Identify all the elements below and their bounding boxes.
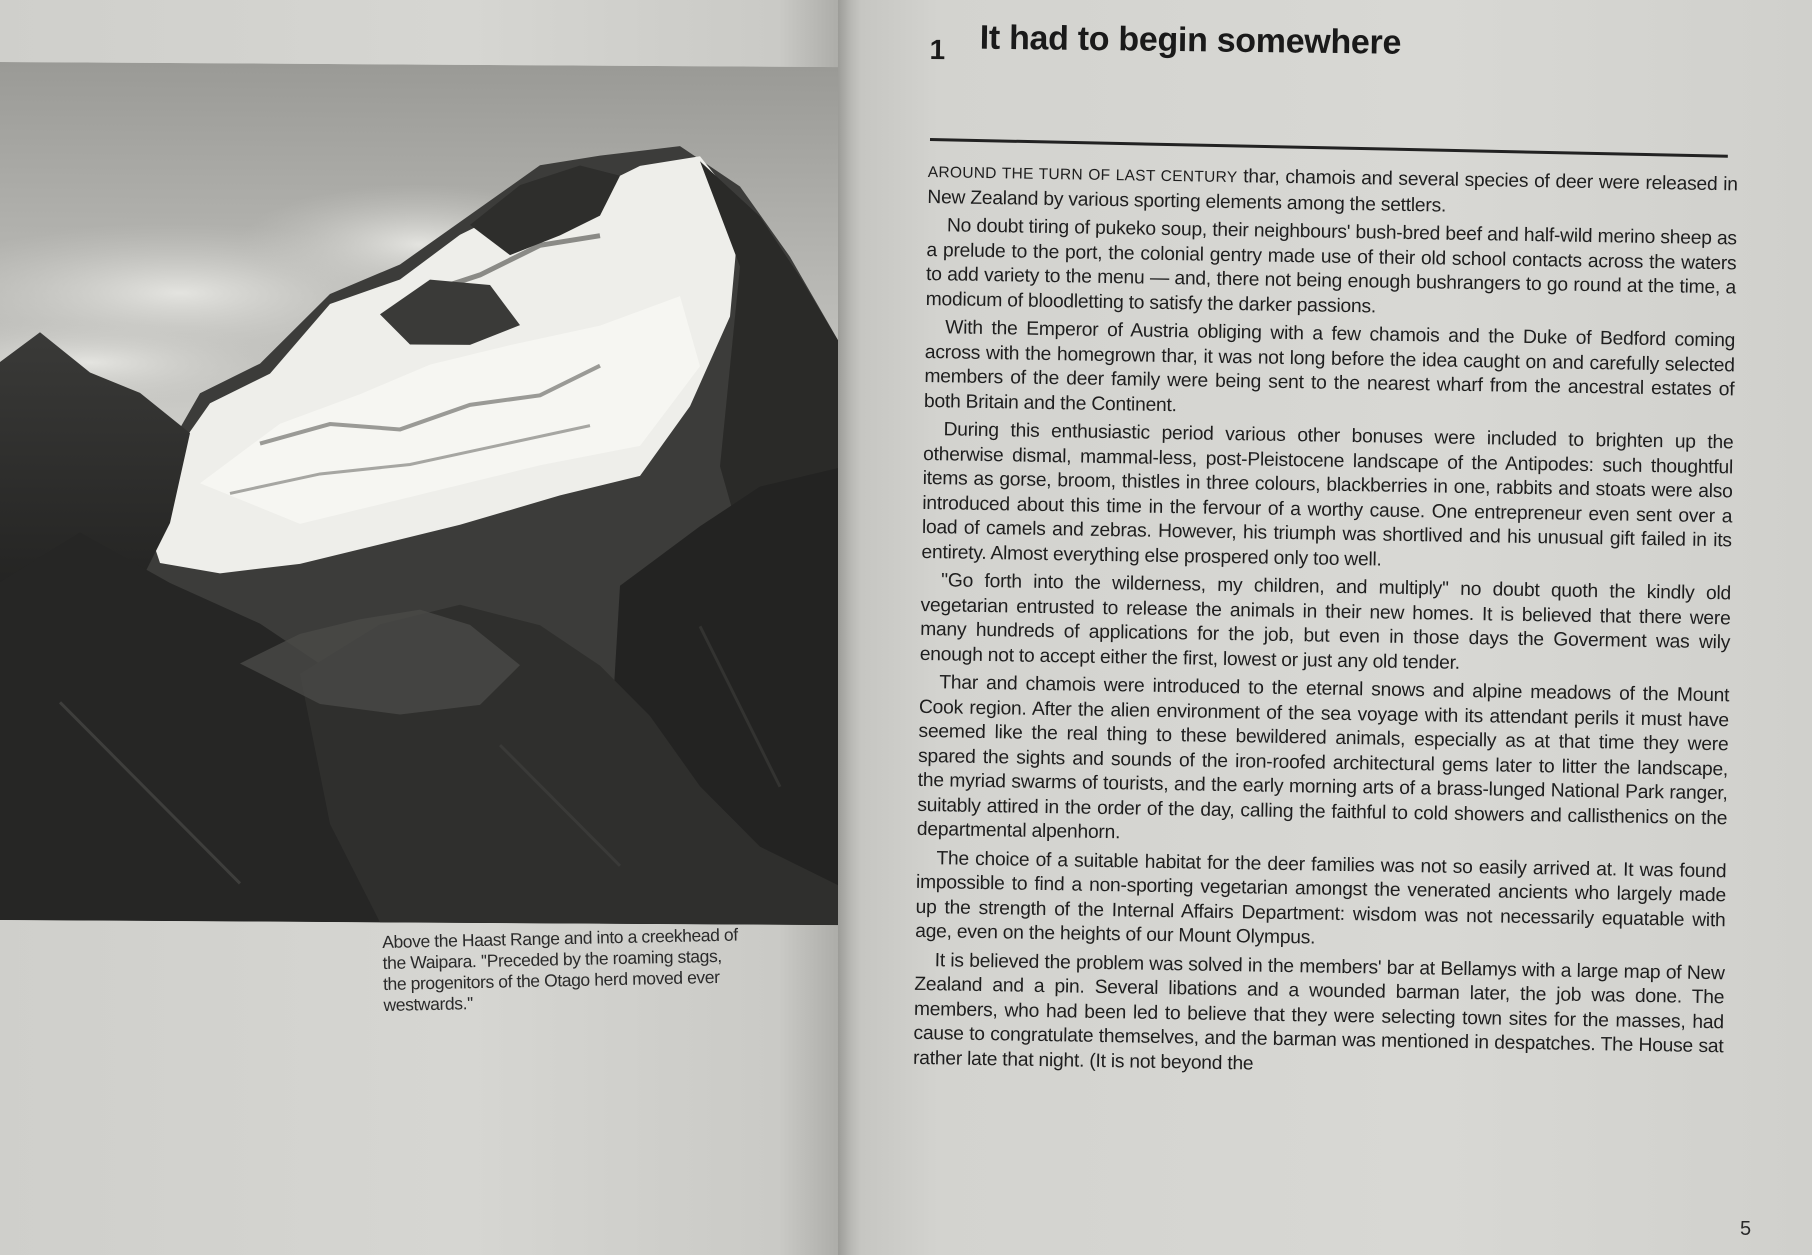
opening-smallcaps: AROUND THE TURN OF LAST CENTURY — [927, 163, 1238, 187]
paragraph-4: During this enthusiastic period various other bonuses were included to brighten up the otherwise dismal, mammal-less, post-Pleistocene landscape of the Antipodes: such thoughtful items as gorse, broom, thistles in three colours, blackberries in one, rabbits and stoats were also introduced about this time in the fervour of a worthy cause. One entrepreneur even sent over a load of camels and zebras. However, his triumph was shortlived and his unusual gift failed in its entirety. Almost everything else prospered only too well. — [921, 419, 1734, 571]
chapter-number: 1 — [929, 33, 946, 66]
chapter-body — [913, 160, 1738, 1088]
paragraph-2: No doubt tiring of pukeko soup, their neighbours' bush-bred beef and half-wild merino sheep as a prelude to the port, the colonial gentry made use of their old school contacts across the waters to add variety to the menu — and, there not being enough bushrangers to go round at the time, a modicum of bloodletting to satisfy the darker passions. — [925, 215, 1737, 317]
paragraph-8: It is believed the problem was solved in the members' bar at Bellamys with a large map of New Zealand and a pin. Several libations and a wounded barman later, the job was done. The members, who had been led to believe that they were selecting town sites for the masses, had cause to congratulate themselves, and the barman was mentioned in despatches. The House sat rather late that night. (It is not beyond the — [912, 949, 1725, 1075]
paragraph-6: Thar and chamois were introduced to the eternal snows and alpine meadows of the Mount Cook region. After the alien environment of the sea voyage with its attendant perils it must have seemed like the real thing to these bewildered animals, especially as at that time they were spared the sights and sounds of the iron-roofed architectural gems later to litter the landscape, the myriad swarms of tourists, and the early morning arts of a brass-lunged National Park ranger, suitably attired in the order of the day, calling the faithful to cold showers and callisthenics on the departmental alpenhorn. — [916, 672, 1730, 844]
right-page — [862, 0, 1812, 1255]
paragraph-text: thar, chamois and several species of deer were released in New Zealand by various sporting elements among the settlers. — [927, 166, 1738, 217]
photo-caption: Above the Haast Range and into a creekhead of the Waipara. ''Preceded by the roaming stags, the progenitors of the Otago herd moved ever westwards.'' — [382, 924, 738, 1015]
paragraph-3: With the Emperor of Austria obliging with a few chamois and the Duke of Bedford coming across with the homegrown thar, it was not long before the idea caught on and carefully selected members of the deer family were being sent to the nearest wharf from the ancestral estates of both Britain and the Continent. — [923, 317, 1736, 416]
mountain-photograph — [0, 62, 842, 925]
paragraph-1 — [927, 160, 1738, 223]
left-page — [0, 0, 846, 1255]
chapter-heading — [929, 18, 1630, 87]
page-number: 5 — [1740, 1218, 1752, 1240]
paragraph-7: The choice of a suitable habitat for the deer families was not so easily arrived at. It was found impossible to find a non-sporting vegetarian amongst the venerated ancients who largely made up the strength of the Internal Affairs Department: wisdom was not necessarily equatable with age, even on the heights of our Mount Olympus. — [915, 847, 1727, 949]
paragraph-5: ''Go forth into the wilderness, my children, and multiply'' no doubt quoth the kindly old vegetarian entrusted to release the animals in their new homes. It is believed that there were many hundreds of applications for the job, but even in those days the Goverment was wily enough not to accept either the first, lowest or just any old tender. — [919, 570, 1732, 674]
heading-rule — [930, 138, 1728, 158]
chapter-title: It had to begin somewhere — [979, 18, 1402, 62]
